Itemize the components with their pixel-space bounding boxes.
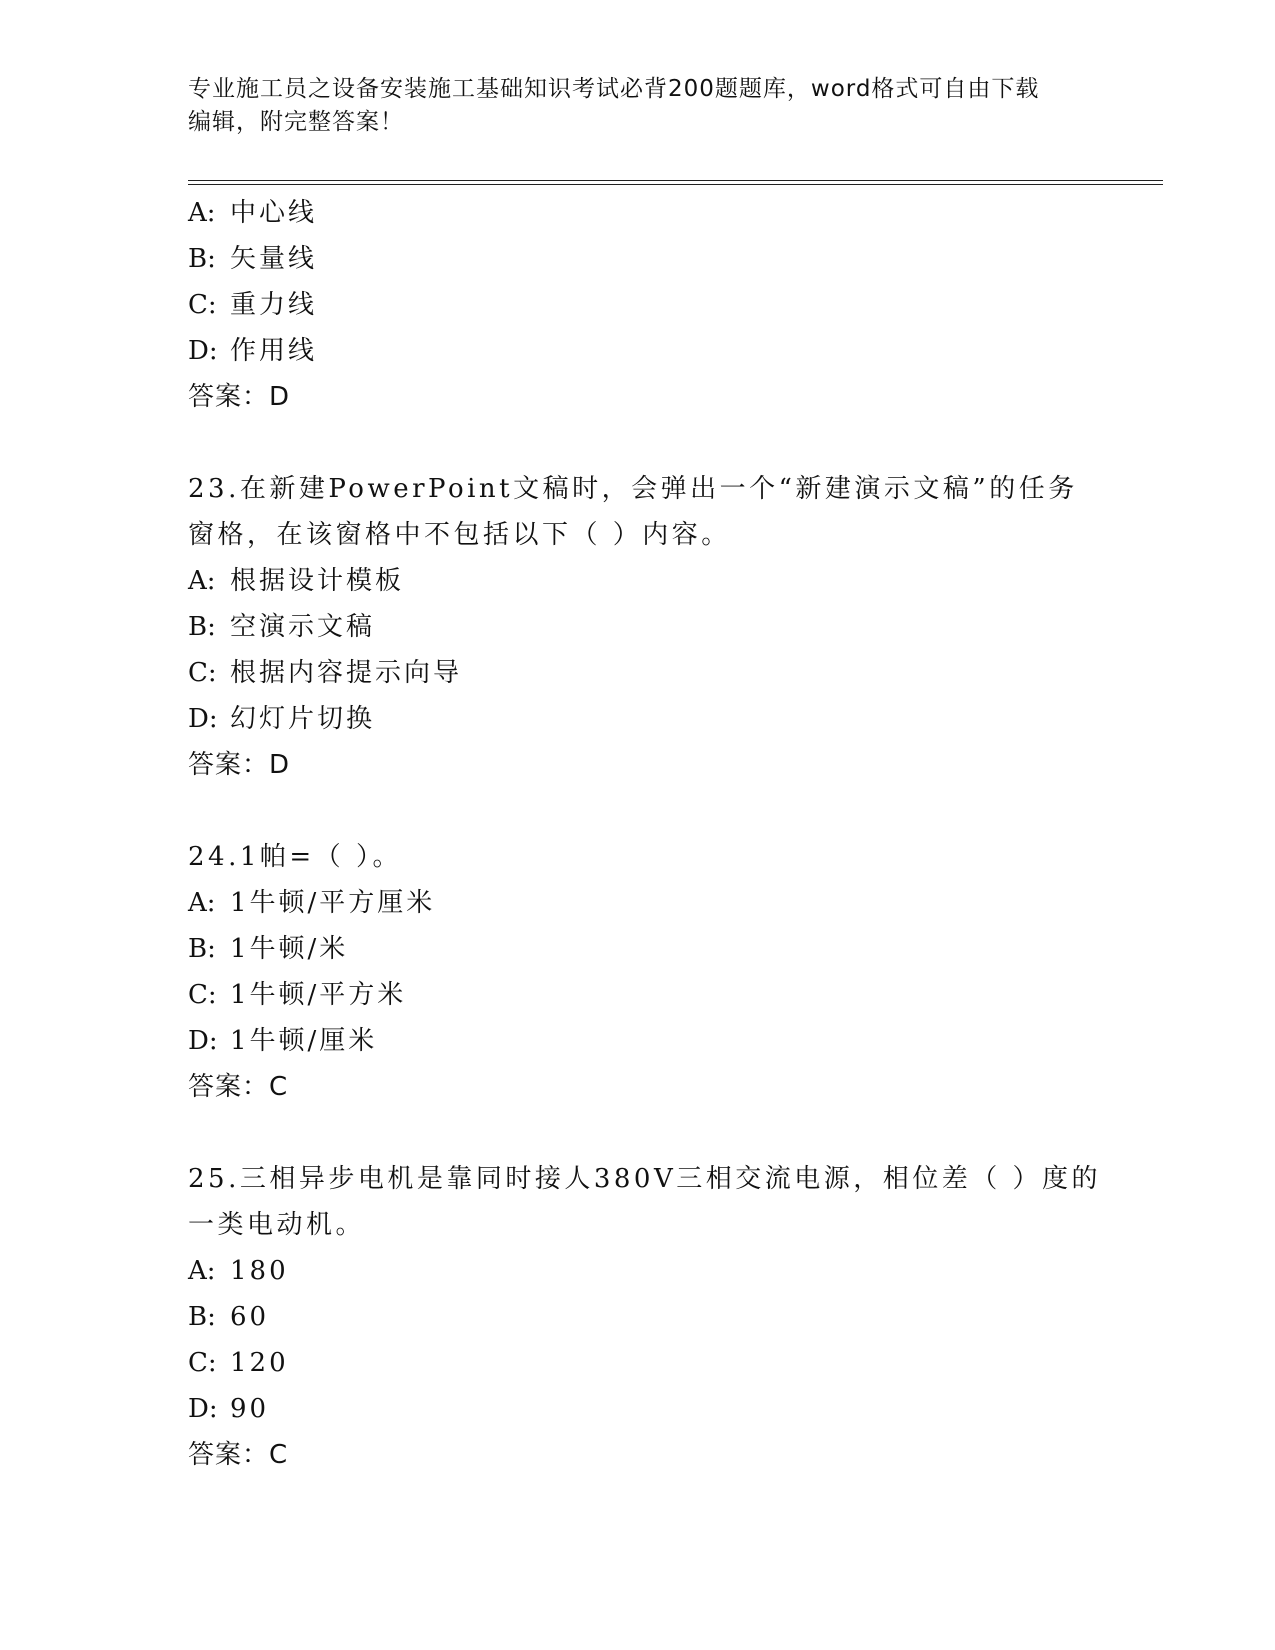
option-text: 180 xyxy=(230,1256,289,1286)
option-b xyxy=(188,236,1163,282)
option-letter: D: xyxy=(188,1026,218,1056)
option-b xyxy=(188,926,1163,972)
option-c xyxy=(188,1340,1163,1386)
option-text: 作用线 xyxy=(230,336,318,366)
option-c xyxy=(188,972,1163,1018)
option-text: 根据内容提示向导 xyxy=(230,658,463,688)
document-header xyxy=(188,73,1088,139)
question-24 xyxy=(188,834,1163,1110)
answer-line: 答案：C xyxy=(188,1072,289,1102)
option-letter: D: xyxy=(188,336,218,366)
option-text: 1牛顿/厘米 xyxy=(230,1026,378,1056)
option-text: 矢量线 xyxy=(230,244,318,274)
option-text: 1牛顿/米 xyxy=(230,934,349,964)
option-text: 重力线 xyxy=(230,290,318,320)
header-line-1: 专业施工员之设备安装施工基础知识考试必背200题题库，word格式可自由下载 xyxy=(188,76,1040,102)
header-divider xyxy=(188,180,1163,185)
option-text: 1牛顿/平方厘米 xyxy=(230,888,436,918)
header-line-2: 编辑，附完整答案！ xyxy=(188,109,404,135)
option-a xyxy=(188,880,1163,926)
option-a xyxy=(188,1248,1163,1294)
option-text: 90 xyxy=(230,1394,270,1424)
option-d xyxy=(188,328,1163,374)
option-text: 120 xyxy=(230,1348,289,1378)
option-letter: B: xyxy=(188,934,216,964)
option-text: 幻灯片切换 xyxy=(230,704,376,734)
question-spacer xyxy=(188,420,1163,466)
option-letter: A: xyxy=(188,888,216,918)
question-spacer xyxy=(188,1110,1163,1156)
option-letter: B: xyxy=(188,612,216,642)
option-letter: C: xyxy=(188,290,217,320)
option-a xyxy=(188,558,1163,604)
option-c xyxy=(188,650,1163,696)
question-25 xyxy=(188,1156,1163,1478)
option-text: 空演示文稿 xyxy=(230,612,376,642)
option-letter: C: xyxy=(188,658,217,688)
answer-line: 答案：D xyxy=(188,750,291,780)
question-stem-line-2: 窗格，在该窗格中不包括以下（ ）内容。 xyxy=(188,520,731,550)
question-stem-line-2: 一类电动机。 xyxy=(188,1210,366,1240)
option-text: 中心线 xyxy=(230,198,318,228)
option-text: 60 xyxy=(230,1302,270,1332)
option-text: 根据设计模板 xyxy=(230,566,405,596)
option-letter: C: xyxy=(188,1348,217,1378)
question-spacer xyxy=(188,788,1163,834)
question-content xyxy=(188,190,1163,1478)
option-letter: D: xyxy=(188,704,218,734)
answer-line: 答案：D xyxy=(188,382,291,412)
option-text: 1牛顿/平方米 xyxy=(230,980,407,1010)
option-d xyxy=(188,1386,1163,1432)
question-stem-line-1: 24.1帕=（ ）。 xyxy=(188,842,402,872)
option-letter: A: xyxy=(188,566,216,596)
question-stem-line-1: 25.三相异步电机是靠同时接人380V三相交流电源，相位差（ ）度的 xyxy=(188,1164,1102,1194)
option-letter: B: xyxy=(188,1302,216,1332)
option-letter: A: xyxy=(188,1256,216,1286)
option-letter: A: xyxy=(188,198,216,228)
option-d xyxy=(188,1018,1163,1064)
answer-line: 答案：C xyxy=(188,1440,289,1470)
option-b xyxy=(188,1294,1163,1340)
option-a xyxy=(188,190,1163,236)
question-stem-line-1: 23.在新建PowerPoint文稿时，会弹出一个“新建演示文稿”的任务 xyxy=(188,474,1078,504)
option-c xyxy=(188,282,1163,328)
option-letter: B: xyxy=(188,244,216,274)
option-letter: D: xyxy=(188,1394,218,1424)
option-b xyxy=(188,604,1163,650)
question-22 xyxy=(188,190,1163,420)
question-23 xyxy=(188,466,1163,788)
option-letter: C: xyxy=(188,980,217,1010)
option-d xyxy=(188,696,1163,742)
